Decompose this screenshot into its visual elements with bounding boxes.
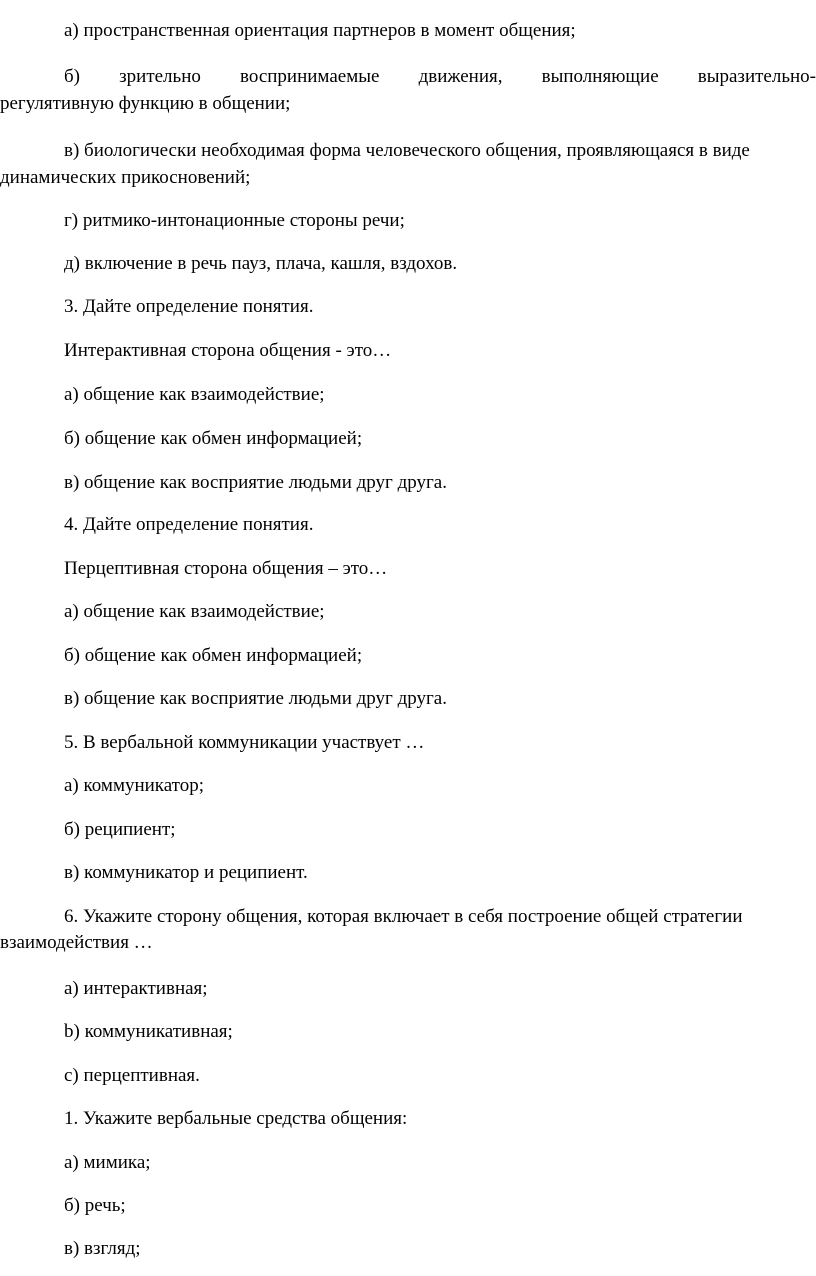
q6-option-b: b) коммуникативная;	[64, 1021, 233, 1042]
question-1-verbal: 1. Укажите вербальные средства общения:	[64, 1108, 408, 1129]
q3-option-v: в) общение как восприятие людьми друг друга.	[64, 472, 447, 493]
q1-option-a: а) мимика;	[64, 1152, 151, 1173]
option-a-spatial-orientation: а) пространственная ориентация партнеров в момент общения;	[64, 20, 576, 41]
q1-option-b: б) речь;	[64, 1195, 126, 1216]
word: б)	[64, 66, 80, 87]
word: движения,	[418, 66, 503, 87]
option-b-visible-movements	[64, 66, 816, 88]
question-6-continuation: взаимодействия …	[0, 932, 153, 953]
q6-option-a: а) интерактивная;	[64, 978, 208, 999]
q4-option-b: б) общение как обмен информацией;	[64, 645, 363, 666]
question-4: 4. Дайте определение понятия.	[64, 514, 314, 535]
question-3: 3. Дайте определение понятия.	[64, 296, 314, 317]
question-4-prompt: Перцептивная сторона общения – это…	[64, 558, 388, 579]
q5-option-b: б) реципиент;	[64, 819, 176, 840]
question-3-prompt: Интерактивная сторона общения - это…	[64, 340, 392, 361]
q1-option-v: в) взгляд;	[64, 1238, 141, 1259]
q3-option-a: а) общение как взаимодействие;	[64, 384, 325, 405]
question-5: 5. В вербальной коммуникации участвует …	[64, 732, 425, 753]
option-v-continuation: динамических прикосновений;	[0, 167, 251, 188]
option-v-biological-form: в) биологически необходимая форма человеческого общения, проявляющаяся в виде	[64, 140, 750, 161]
option-d-pauses: д) включение в речь пауз, плача, кашля, вздохов.	[64, 253, 458, 274]
word: выполняющие	[541, 66, 659, 87]
q3-option-b: б) общение как обмен информацией;	[64, 428, 363, 449]
q5-option-a: а) коммуникатор;	[64, 775, 205, 796]
q4-option-a: а) общение как взаимодействие;	[64, 601, 325, 622]
q6-option-c: c) перцептивная.	[64, 1065, 200, 1086]
question-6: 6. Укажите сторону общения, которая включает в себя построение общей стратегии	[64, 906, 743, 927]
q5-option-v: в) коммуникатор и реципиент.	[64, 862, 308, 883]
word: зрительно	[119, 66, 201, 87]
option-b-continuation: регулятивную функцию в общении;	[0, 93, 291, 114]
word: выразительно-	[697, 66, 816, 87]
option-g-rhythm: г) ритмико-интонационные стороны речи;	[64, 210, 405, 231]
q4-option-v: в) общение как восприятие людьми друг друга.	[64, 688, 447, 709]
word: воспринимаемые	[240, 66, 380, 87]
